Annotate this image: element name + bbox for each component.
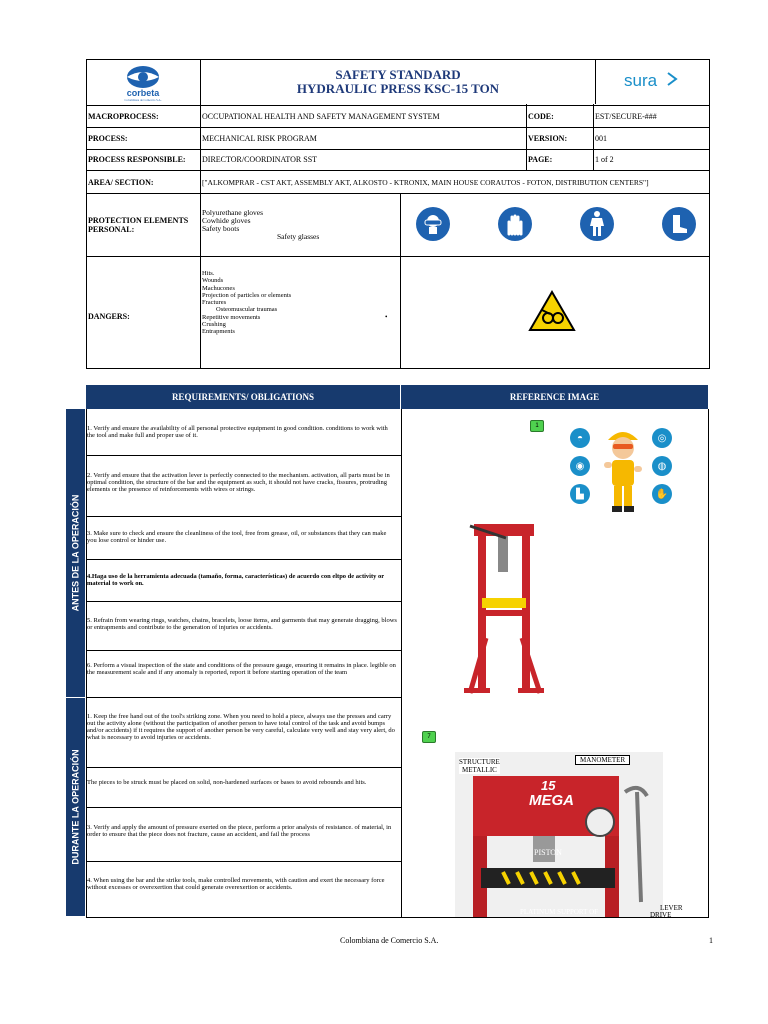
danger-item: Projection of particles or elements (202, 291, 292, 299)
hydraulic-press-image (460, 518, 550, 698)
protection-label (88, 216, 188, 234)
before-item-4: 4.Haga uso de la herramienta adecuada (tamaño, forma, características) de acuerdo con eltpo de activity or material to work on. (87, 573, 385, 587)
row-divider (86, 861, 401, 862)
header-logo-cell (86, 59, 201, 104)
row-divider (86, 559, 401, 560)
sura-logo-text: sura (624, 71, 658, 90)
col-divider (200, 256, 201, 368)
ear-protection-icon: ◎ (652, 428, 672, 448)
press-brand-label: MEGA (529, 792, 574, 809)
document-title (201, 68, 595, 96)
dangers-list (202, 270, 291, 336)
gloves-icon (498, 207, 532, 241)
sura-logo-icon (666, 71, 680, 87)
col-divider (400, 256, 401, 368)
requirements-header: REQUIREMENTS/ OBLIGATIONS (86, 385, 400, 409)
danger-item: Fractures (202, 299, 227, 307)
boots-icon: ▙ (570, 484, 590, 504)
row-divider (86, 127, 709, 128)
worker-figure-icon (598, 426, 648, 516)
row-divider (86, 767, 401, 768)
goggles-icon (416, 207, 450, 241)
process-label: PROCESS: (88, 134, 128, 143)
footer-page-number: 1 (709, 936, 713, 945)
label-platinum: PLATINUM SUPPORT OF (520, 908, 599, 916)
responsible-label: PROCESS RESPONSIBLE: (88, 155, 186, 164)
page-label: PAGE: (528, 155, 553, 164)
label-structure (459, 758, 500, 774)
protection-item: Polyurethane gloves (202, 208, 264, 217)
danger-item: Repetitive movements (202, 313, 261, 321)
gloves-icon: ✋ (652, 484, 672, 504)
code-label: CODE: (528, 112, 554, 121)
mask-icon: ◍ (652, 456, 672, 476)
row-divider (86, 650, 401, 651)
corbeta-logo-subtext: Colombiana de Comercio S.A. (124, 98, 162, 102)
before-item-3: 3. Make sure to check and ensure the cleanliness of the tool, free from grease, oil, or substances that they can make you lose control or hinder use. (87, 530, 387, 544)
corbeta-logo-text: corbeta (126, 88, 160, 98)
danger-item: Entrapments (202, 328, 235, 336)
row-divider (86, 601, 401, 602)
label-lever-1: LEVER (660, 904, 683, 912)
responsible-value: DIRECTOR/COORDINATOR SST (202, 155, 318, 164)
boots-icon (662, 207, 696, 241)
row-divider (86, 697, 401, 698)
label-lever-2: DRIVE (650, 911, 672, 919)
ppe-icons (416, 207, 696, 241)
row-divider (86, 516, 401, 517)
dangers-frame (86, 256, 710, 369)
protection-item: Safety glasses (277, 232, 320, 241)
row-divider (86, 807, 401, 808)
face-shield-icon: ◉ (570, 456, 590, 476)
code-value: EST/SECURE-### (595, 112, 657, 121)
during-item-4: 4. When using the bar and the strike tools, make controlled movements, with caution and exert the necessary force without excesses or overexertion that could generate overexertion or accidents. (87, 877, 385, 891)
reference-header: REFERENCE IMAGE (401, 385, 708, 409)
protection-item: Cowhide gloves (202, 216, 251, 225)
row-divider (86, 455, 401, 456)
coverall-icon (580, 207, 614, 241)
label-manometer: MANOMETER (575, 755, 630, 765)
protection-label-2: PERSONAL: (88, 225, 135, 234)
page-value: 1 of 2 (595, 155, 614, 164)
danger-item: Machucones (202, 284, 235, 292)
protection-label-1: PROTECTION ELEMENTS (88, 216, 189, 225)
col-divider (526, 104, 527, 170)
col-divider (200, 193, 201, 256)
ppe-icon-grid (566, 426, 696, 516)
during-item-1: 1. Keep the free hand out of the tool's striking zone. When you need to hold a piece, always use the presses and carry out the activity alone (without the participation of another person to have total control of the task and avoid bumps and/or accidents) if it requires the support of another person be very careful, calculate very well and stay very alert, do what is necessary to avoid injuries or accidents. (87, 713, 395, 741)
dangers-label: DANGERS: (88, 312, 130, 321)
protection-item: Safety boots (202, 224, 240, 233)
row-divider (86, 170, 709, 171)
danger-item: Hits. (202, 270, 215, 277)
corbeta-logo-icon (113, 63, 173, 91)
press-photo-drawing (455, 752, 663, 917)
area-value: ["ALKOMPRAR - CST AKT, ASSEMBLY AKT, ALKOSTO - KTRONIX, MAIN HOUSE CORAUTOS - FOTON, DISTRIBUTION CENTERS"] (202, 178, 649, 187)
label-structure-1: STRUCTURE (459, 758, 500, 766)
before-item-1: 1. Verify and ensure the availability of all personal protective equipment in good condition. conditions to work with the tool and make full and proper use of it. (87, 425, 388, 439)
reference-badge-1: 1 (530, 420, 544, 432)
title-line-1: SAFETY STANDARD (335, 67, 461, 82)
col-divider (200, 104, 201, 193)
during-operation-text: DURANTE LA OPERACIÓN (70, 749, 81, 865)
before-operation-text: ANTES DE LA OPERACIÓN (70, 494, 81, 612)
crush-hazard-warning-icon (528, 290, 576, 332)
footer-company: Colombiana de Comercio S.A. (340, 936, 439, 945)
protection-list (202, 209, 319, 241)
area-label: AREA/ SECTION: (88, 178, 154, 187)
helmet-icon: ◓ (570, 428, 590, 448)
danger-item: Wounds (202, 277, 224, 285)
before-item-6: 6. Perform a visual inspection of the state and conditions of the pressure gauge, ensuring it remains in place. legible on the measurement scale and if any anomaly is reported, report it before starting operation of the team (87, 662, 396, 676)
col-divider (400, 193, 401, 256)
before-operation-label (66, 409, 85, 697)
title-line-2: HYDRAULIC PRESS KSC-15 TON (296, 81, 500, 96)
col-divider (593, 104, 594, 170)
during-item-3: 3. Verify and apply the amount of pressure exerted on the piece, perform a prior analysis of resistance. of material, in order to ensure that the piece does not fracture, cause an accident, and fail the process (87, 824, 392, 838)
reference-badge-7: 7 (422, 731, 436, 743)
danger-item: Crushing (202, 321, 226, 329)
version-label: VERSION: (528, 134, 568, 143)
press-number-label: 15 (541, 778, 556, 793)
label-piston: PISTON (534, 848, 562, 857)
row-divider (86, 149, 709, 150)
danger-bullet: • (385, 313, 388, 321)
header-right-logo-cell (595, 59, 709, 104)
process-value: MECHANICAL RISK PROGRAM (202, 134, 317, 143)
press-photo (455, 752, 663, 917)
label-lever (646, 905, 683, 919)
label-structure-2: METALLIC (462, 766, 497, 774)
before-item-5: 5. Refrain from wearing rings, watches, chains, bracelets, loose items, and garments that may generate dragging, blows or entrapments and contribute to the generation of injuries or accidents. (87, 617, 397, 631)
macroprocess-value: OCCUPATIONAL HEALTH AND SAFETY MANAGEMENT SYSTEM (202, 112, 440, 121)
macroprocess-label: MACROPROCESS: (88, 112, 159, 121)
during-operation-label (66, 698, 85, 916)
during-item-2: The pieces to be struck must be placed on solid, non-hardened surfaces or bases to avoid rebounds and hits. (87, 779, 367, 786)
danger-item: Osteomuscular traumas (216, 306, 278, 314)
before-item-2: 2. Verify and ensure that the activation lever is perfectly connected to the mechanism. activation, all parts must be in optimal condition, the structure of the bar and the equipment as such, it should not have cracks, fissures, protruding elements or the presence of reinforcements with wires or strings. (87, 472, 390, 493)
version-value: 001 (595, 134, 607, 143)
